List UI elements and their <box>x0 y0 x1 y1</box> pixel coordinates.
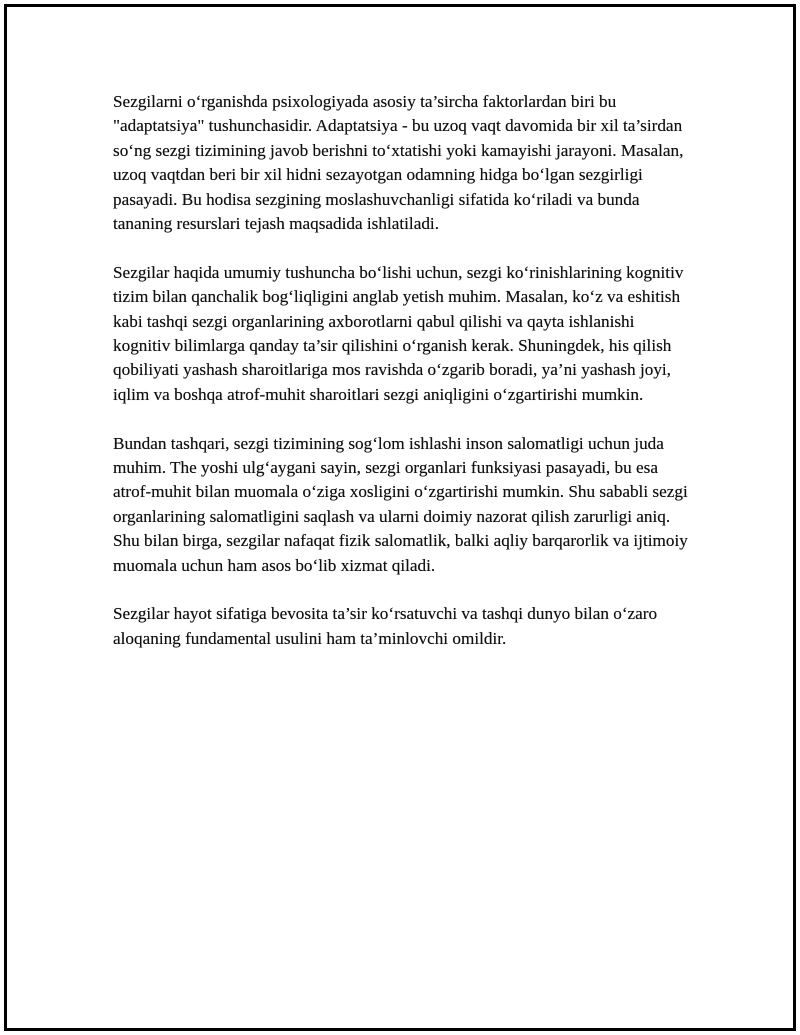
document-body <box>113 90 693 676</box>
paragraph-4: Sezgilar hayot sifatiga bevosita ta’sir ko‘rsatuvchi va tashqi dunyo bilan o‘zaro aloqaning fundamental usulini ham ta’minlovchi omildir. <box>113 604 658 648</box>
paragraph-2: Sezgilar haqida umumiy tushuncha bo‘lishi uchun, sezgi ko‘rinishlarining kognitiv tizim bilan qanchalik bog‘liqligini anglab yetish muhim. Masalan, ko‘z va eshitish kabi tashqi sezgi organlarining axborotlarni qabul qilishi va qayta ishlanishi kognitiv bilimlarga qanday ta’sir qilishini o‘rganish kerak. Shuningdek, his qilish qobiliyati yashash sharoitlariga mos ravishda o‘zgarib boradi, ya’ni yashash joyi, iqlim va boshqa atrof-muhit sharoitlari sezgi aniqligini o‘zgartirishi mumkin. <box>113 262 684 404</box>
paragraph-3: Bundan tashqari, sezgi tizimining sog‘lom ishlashi inson salomatligi uchun juda muhim. The yoshi ulg‘aygani sayin, sezgi organlari funksiyasi pasayadi, bu esa atrof-muhit bilan muomala o‘ziga xosligini o‘zgartirishi mumkin. Shu sababli sezgi organlarining salomatligini saqlash va ularni doimiy nazorat qilish zarurligi aniq. Shu bilan birga, sezgilar nafaqat fizik salomatlik, balki aqliy barqarorlik va ijtimoiy muomala uchun ham asos bo‘lib xizmat qiladi. <box>113 433 688 575</box>
paragraph-1: Sezgilarni o‘rganishda psixologiyada asosiy ta’sircha faktorlardan biri bu "adaptatsiya" tushunchasidir. Adaptatsiya - bu uzoq vaqt davomida bir xil ta’sirdan so‘ng sezgi tizimining javob berishni to‘xtatishi yoki kamayishi jarayoni. Masalan, uzoq vaqtdan beri bir xil hidni sezayotgan odamning hidga bo‘lgan sezgirligi pasayadi. Bu hodisa sezgining moslashuvchanligi sifatida ko‘riladi va bunda tananing resurslari tejash maqsadida ishlatiladi. <box>113 92 684 234</box>
